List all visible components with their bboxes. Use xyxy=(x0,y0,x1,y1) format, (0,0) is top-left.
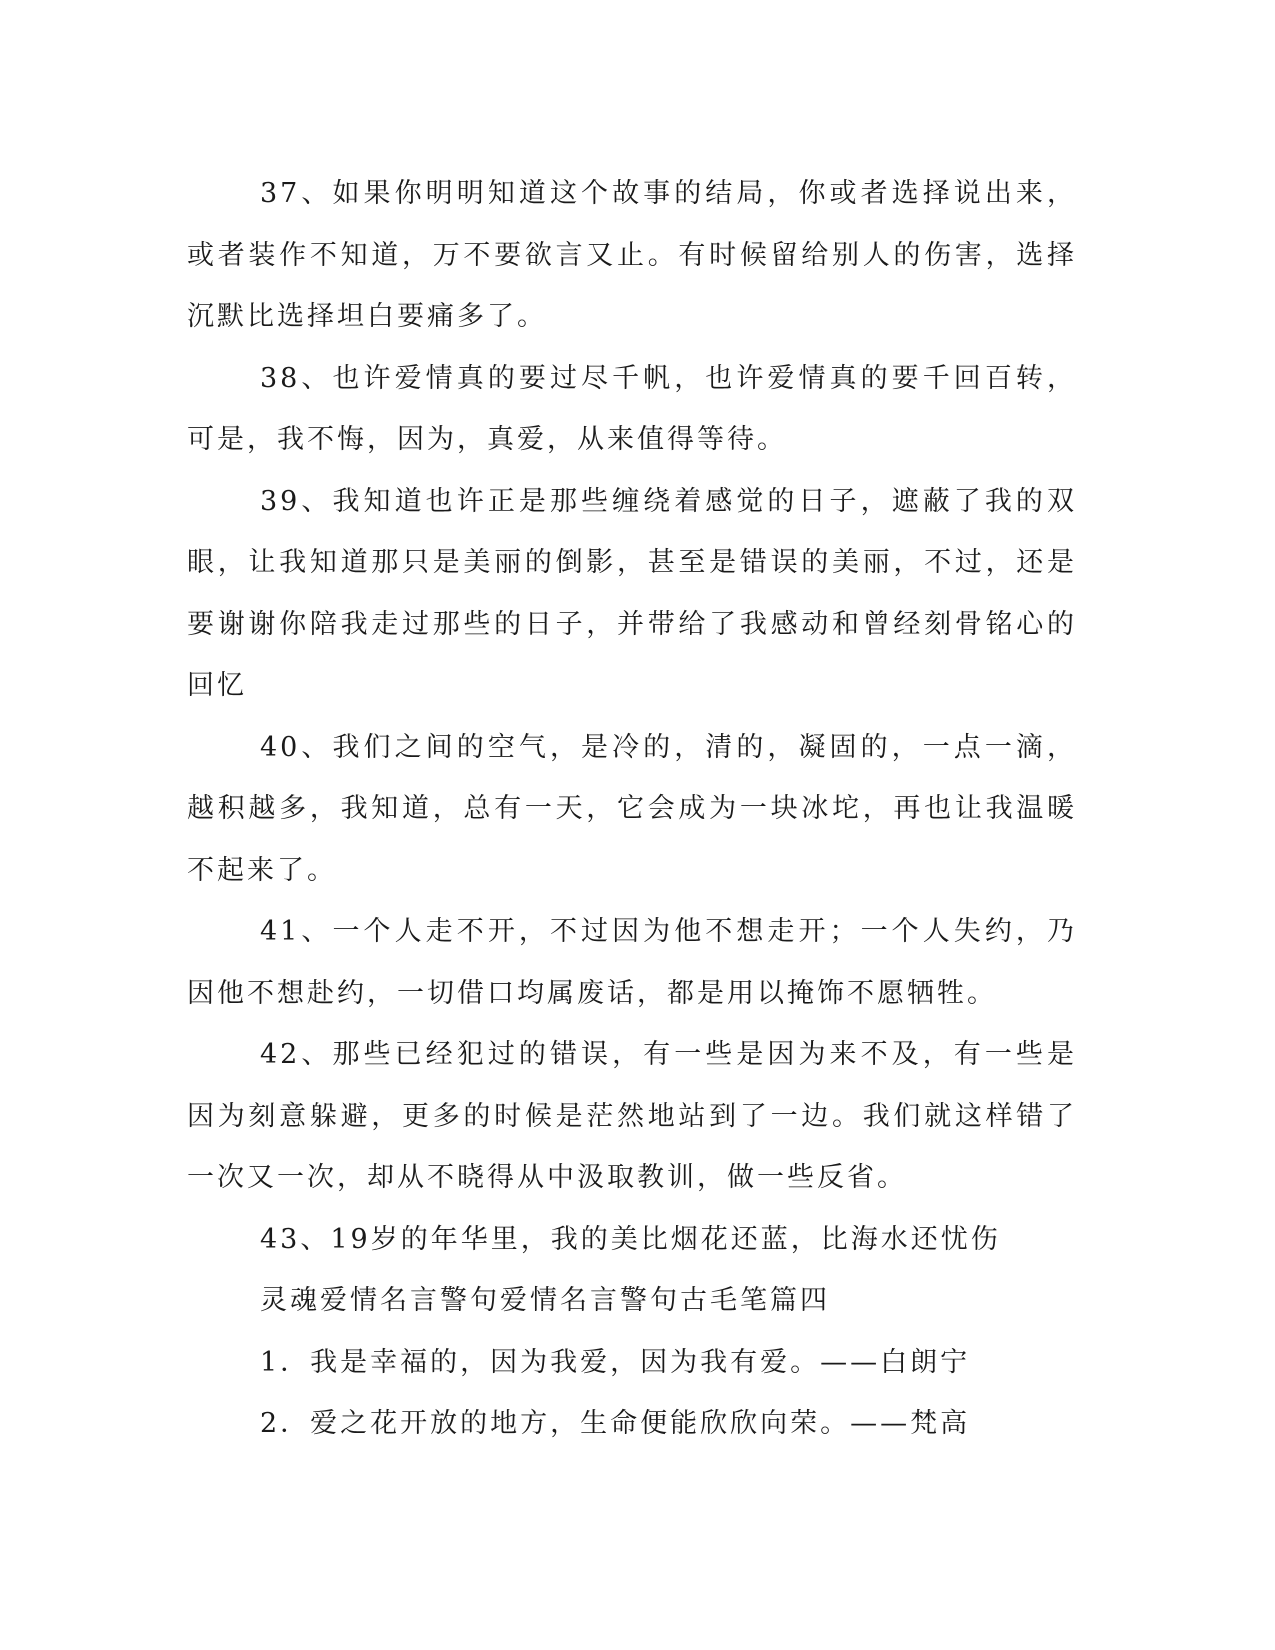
document-body xyxy=(187,163,1077,1455)
paragraph-43: 43、19岁的年华里，我的美比烟花还蓝，比海水还忧伤 xyxy=(260,1223,1001,1255)
paragraph-37: 37、如果你明明知道这个故事的结局，你或者选择说出来，或者装作不知道，万不要欲言又止。有时候留给别人的伤害，选择沉默比选择坦白要痛多了。 xyxy=(187,178,1077,332)
paragraph-41: 41、一个人走不开，不过因为他不想走开；一个人失约，乃因他不想赴约，一切借口均属废话，都是用以掩饰不愿牺牲。 xyxy=(187,916,1077,1009)
paragraph-40: 40、我们之间的空气，是冷的，清的，凝固的，一点一滴，越积越多，我知道，总有一天，它会成为一块冰坨，再也让我温暖不起来了。 xyxy=(187,731,1077,886)
paragraph-39: 39、我知道也许正是那些缠绕着感觉的日子，遮蔽了我的双眼，让我知道那只是美丽的倒影，甚至是错误的美丽，不过，还是要谢谢你陪我走过那些的日子，并带给了我感动和曾经刻骨铭心的回忆 xyxy=(187,485,1077,701)
quote-1: 1．我是幸福的，因为我爱，因为我有爱。——白朗宁 xyxy=(260,1346,971,1378)
paragraph-38: 38、也许爱情真的要过尽千帆，也许爱情真的要千回百转，可是，我不悔，因为，真爱，从来值得等待。 xyxy=(187,362,1077,455)
quote-2: 2．爱之花开放的地方，生命便能欣欣向荣。——梵高 xyxy=(260,1408,971,1439)
paragraph-42: 42、那些已经犯过的错误，有一些是因为来不及，有一些是因为刻意躲避，更多的时候是茫然地站到了一边。我们就这样错了一次又一次，却从不晓得从中汲取教训，做一些反省。 xyxy=(187,1039,1077,1193)
section-heading: 灵魂爱情名言警句爱情名言警句古毛笔篇四 xyxy=(260,1285,830,1316)
